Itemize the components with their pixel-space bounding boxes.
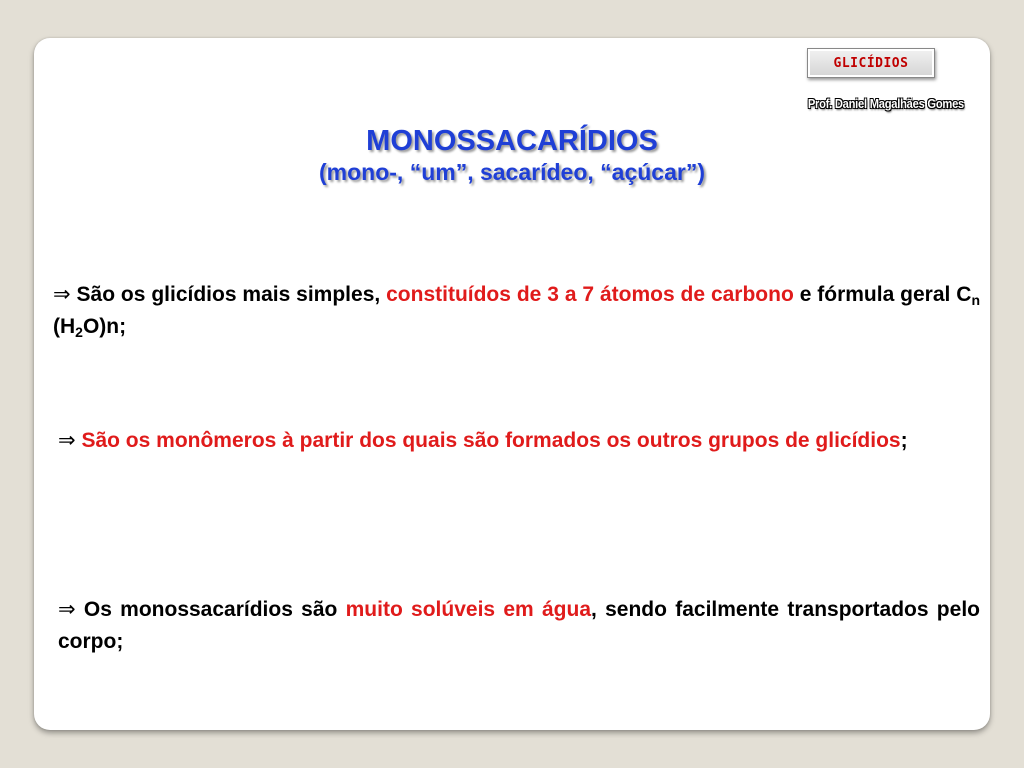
bullet-text: O)n; bbox=[82, 315, 127, 338]
bullet-text: Os monossacarídios são bbox=[83, 598, 346, 621]
subscript-2: 2 bbox=[75, 324, 83, 340]
bullet-text: , sendo facilmente transportados pelo corpo; bbox=[58, 598, 980, 653]
subscript-n: n bbox=[971, 292, 980, 308]
implies-arrow-icon: ⇒ bbox=[58, 597, 76, 621]
tag-label: GLICÍDIOS bbox=[833, 55, 909, 71]
bullet-solubility bbox=[58, 593, 980, 658]
implies-arrow-icon: ⇒ bbox=[58, 428, 76, 452]
page-subtitle: (mono-, “um”, sacarídeo, “açúcar”) bbox=[319, 159, 705, 185]
bullet-monomers bbox=[58, 424, 980, 457]
bullet-text: e fórmula geral C bbox=[793, 283, 972, 306]
bullet-text: ; bbox=[900, 429, 908, 452]
bullet-highlight: São os monômeros à partir dos quais são formados os outros grupos de glicídios bbox=[81, 429, 901, 452]
bullet-highlight: constituídos de 3 a 7 átomos de carbono bbox=[386, 283, 794, 306]
bullet-text: (H bbox=[53, 315, 76, 338]
implies-arrow-icon: ⇒ bbox=[53, 282, 71, 306]
bullet-highlight: muito solúveis em água bbox=[345, 598, 591, 621]
page-title: MONOSSACARÍDIOS bbox=[366, 125, 658, 157]
bullet-text: São os glicídios mais simples, bbox=[76, 283, 387, 306]
author-credit: Prof. Daniel Magalhães Gomes bbox=[807, 96, 964, 111]
title-block bbox=[34, 124, 990, 186]
slide-panel bbox=[34, 38, 990, 730]
bullet-simple-glycids bbox=[53, 278, 980, 343]
glicidios-tag-button[interactable] bbox=[807, 48, 935, 78]
